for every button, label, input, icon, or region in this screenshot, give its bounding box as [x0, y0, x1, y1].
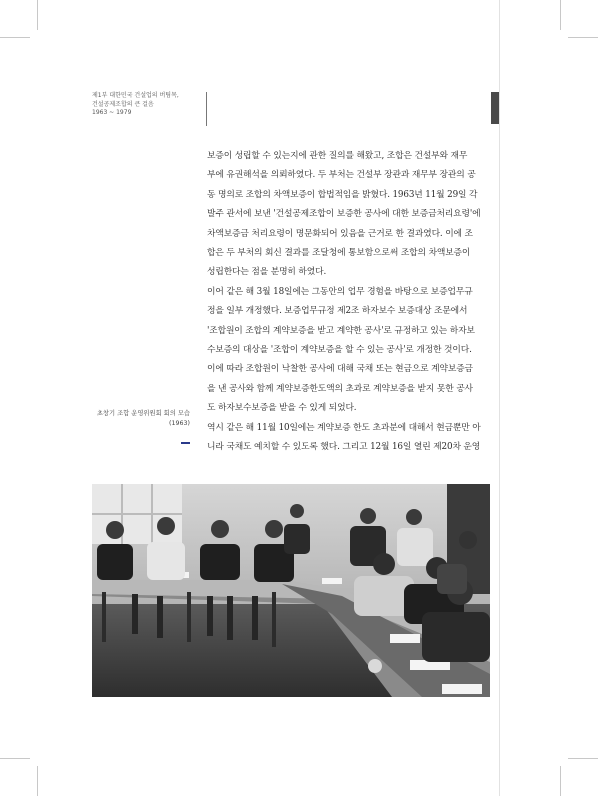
- body-line: 보증이 성립할 수 있는지에 관한 질의를 해왔고, 조합은 건설부와 재무: [207, 151, 468, 161]
- photo-caption-year: (1963): [169, 420, 190, 427]
- body-line: 이에 따라 조합원이 낙찰한 공사에 대해 국채 또는 현금으로 계약보증금: [207, 364, 473, 375]
- photo-caption: [60, 409, 190, 429]
- chapter-tab: [491, 92, 499, 124]
- meeting-photo: [92, 484, 490, 697]
- running-header-chapter: 건설공제조합의 큰 걸음: [92, 100, 154, 108]
- crop-mark-bottom-right: [560, 766, 561, 796]
- running-header-part: 제1부 대한민국 건설업의 버팀목,: [92, 92, 179, 99]
- body-line: '조합원이 조합의 계약보증을 받고 계약한 공사'로 규정하고 있는 하자보: [207, 325, 475, 336]
- crop-mark-bottom-left-h: [0, 758, 30, 759]
- crop-mark-bottom-left: [37, 766, 38, 796]
- body-line: 성립한다는 점을 분명히 하였다.: [207, 267, 327, 278]
- body-line: 이어 같은 해 3월 18일에는 그동안의 업무 경험을 바탕으로 보증업무규: [207, 286, 473, 297]
- photo-caption-title: 초창기 조합 운영위원회 회의 모습: [96, 410, 190, 417]
- body-line: 부에 유권해석을 의뢰하였다. 두 부처는 건설부 장관과 재무부 장관의 공: [207, 170, 476, 181]
- running-header-years: 1963 ~ 1979: [92, 109, 132, 116]
- body-line: 차액보증금 처리요령이 명문화되어 있음을 근거로 한 결과였다. 이에 조: [207, 228, 473, 239]
- body-line: 합은 두 부처의 회신 결과를 조달청에 통보함으로써 조합의 차액보증이: [207, 248, 471, 259]
- body-line: 역시 같은 해 11월 10일에는 계약보증 한도 초과분에 대해서 현금뿐만 아: [207, 422, 481, 433]
- header-divider: [206, 92, 207, 126]
- crop-mark-top-left-h: [0, 37, 30, 38]
- crop-mark-top-right-h: [568, 37, 598, 38]
- caption-accent-mark: [181, 442, 190, 444]
- meeting-photo-illustration: [92, 484, 490, 697]
- body-line: 동 명의로 조합의 차액보증이 합법적임을 밝혔다. 1963년 11월 29일 각: [207, 189, 478, 200]
- body-line: 도 하자보수보증을 받을 수 있게 되었다.: [207, 403, 357, 414]
- page-gutter-line: [499, 0, 500, 796]
- body-line: 발주 관서에 보낸 '건설공제조합이 보증한 공사에 대한 보증금처리요령'에: [207, 209, 481, 220]
- running-header: [92, 92, 202, 118]
- body-line: 을 낸 공사와 함께 계약보증한도액의 초과로 계약보증을 받지 못한 공사: [207, 383, 473, 394]
- body-line: 수보증의 대상을 '조합이 계약보증을 할 수 있는 공사'로 개정한 것이다.: [207, 345, 472, 356]
- crop-mark-bottom-right-h: [568, 758, 598, 759]
- crop-mark-top-left: [37, 0, 38, 30]
- body-line: 정을 일부 개정했다. 보증업무규정 제2조 하자보수 보증대상 조문에서: [207, 306, 468, 317]
- crop-mark-top-right: [560, 0, 561, 30]
- body-text: [207, 147, 489, 458]
- body-line: 니라 국채도 예치할 수 있도록 했다. 그리고 12월 16일 열린 제20차 운영: [207, 442, 481, 453]
